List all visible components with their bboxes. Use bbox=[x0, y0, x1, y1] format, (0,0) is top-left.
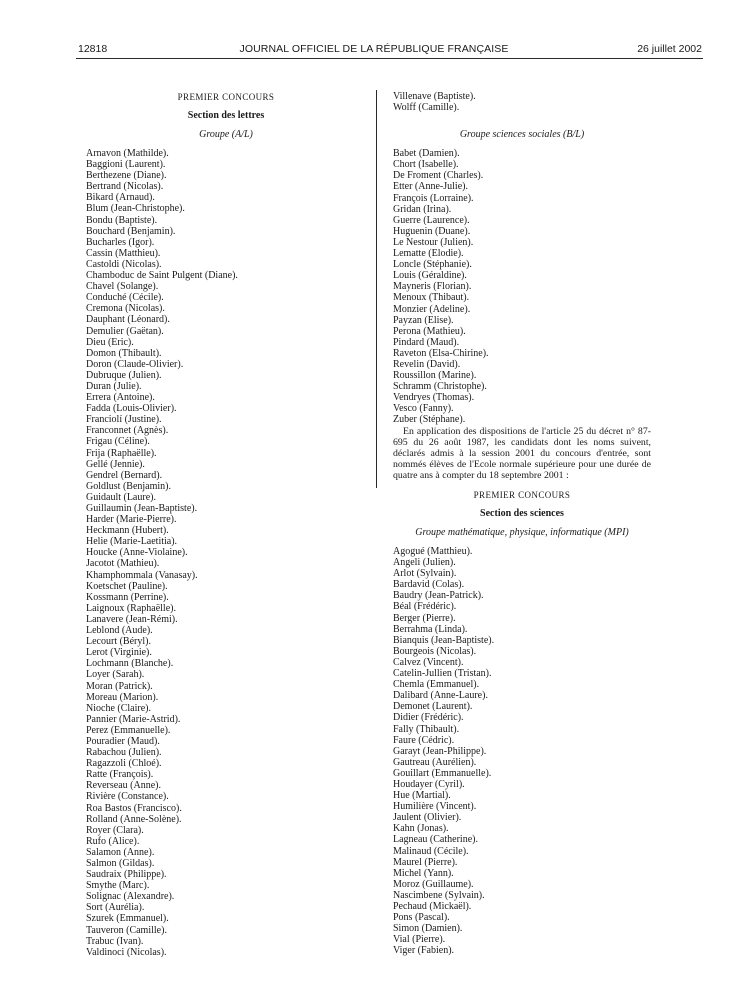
list-item: Bourgeois (Nicolas). bbox=[393, 645, 477, 657]
list-item: Cassin (Matthieu). bbox=[86, 247, 161, 259]
list-item: Dieu (Eric). bbox=[86, 336, 134, 348]
list-item: Garayt (Jean-Philippe). bbox=[393, 745, 487, 757]
header-rule bbox=[76, 58, 703, 59]
list-item: Demonet (Laurent). bbox=[393, 701, 473, 713]
list-item: Tauveron (Camille). bbox=[86, 924, 167, 936]
list-item: Vesco (Fanny). bbox=[393, 403, 454, 415]
list-item: Heckmann (Hubert). bbox=[86, 525, 169, 537]
list-item: Chort (Isabelle). bbox=[393, 159, 459, 171]
list-item: Didier (Frédéric). bbox=[393, 712, 464, 724]
page-number: 12818 bbox=[78, 43, 108, 55]
list-item: Humilière (Vincent). bbox=[393, 801, 477, 813]
list-item: Payzan (Elise). bbox=[393, 314, 454, 326]
list-item: Houdayer (Cyril). bbox=[393, 778, 465, 790]
list-item: Loncle (Stéphanie). bbox=[393, 259, 472, 271]
list-item: Pouradier (Maud). bbox=[86, 735, 160, 747]
list-item: Lerot (Virginie). bbox=[86, 647, 152, 659]
list-item: Pechaud (Mickaël). bbox=[393, 901, 472, 912]
name-list-bl bbox=[393, 148, 651, 425]
section-heading: Section des sciences bbox=[480, 508, 564, 519]
list-item: Pannier (Marie-Astrid). bbox=[86, 713, 181, 725]
list-item: Chamboduc de Saint Pulgent (Diane). bbox=[86, 270, 238, 282]
group-heading: Groupe (A/L) bbox=[199, 129, 253, 140]
list-item: Loyer (Sarah). bbox=[86, 669, 145, 681]
list-item: Agogué (Matthieu). bbox=[393, 546, 473, 557]
list-item: Babet (Damien). bbox=[393, 148, 460, 160]
list-item: Fally (Thibault). bbox=[393, 723, 460, 735]
list-item: Lagneau (Catherine). bbox=[393, 834, 478, 846]
list-item: Salamon (Anne). bbox=[86, 846, 155, 858]
list-item: Menoux (Thibaut). bbox=[393, 292, 470, 304]
list-item: Gautreau (Aurélien). bbox=[393, 756, 477, 768]
list-item: Le Nestour (Julien). bbox=[393, 236, 474, 248]
list-item: Errera (Antoine). bbox=[86, 392, 155, 404]
list-item: Chavel (Solange). bbox=[86, 281, 159, 293]
list-item: Gouillart (Emmanuelle). bbox=[393, 767, 492, 779]
list-item: Guillaumin (Jean-Baptiste). bbox=[86, 503, 198, 514]
list-item: Michel (Yann). bbox=[393, 867, 454, 879]
list-item: Reverseau (Anne). bbox=[86, 780, 161, 792]
list-item: Nascimbene (Sylvain). bbox=[393, 889, 485, 901]
right-column bbox=[393, 91, 651, 956]
list-item: De Froment (Charles). bbox=[393, 170, 484, 182]
list-item: Arnavon (Mathilde). bbox=[86, 148, 169, 159]
list-item: Fadda (Louis-Olivier). bbox=[86, 403, 177, 415]
list-item: Guerre (Laurence). bbox=[393, 214, 470, 226]
list-item: Bouchard (Benjamin). bbox=[86, 225, 176, 237]
list-item: Lanavere (Jean-Rémi). bbox=[86, 613, 178, 625]
publication-date: 26 juillet 2002 bbox=[637, 43, 702, 55]
list-item: Helie (Marie-Laetitia). bbox=[86, 536, 178, 548]
list-item: Lochmann (Blanche). bbox=[86, 658, 174, 670]
list-item: Roussillon (Marine). bbox=[393, 370, 477, 382]
list-item: Franconnet (Agnès). bbox=[86, 425, 169, 437]
list-item: Baudry (Jean-Patrick). bbox=[393, 590, 484, 602]
list-item: Raveton (Elsa-Chirine). bbox=[393, 347, 489, 359]
list-item: Gridan (Irina). bbox=[393, 203, 452, 215]
list-item: Solignac (Alexandre). bbox=[86, 891, 175, 903]
list-item: Moran (Patrick). bbox=[86, 680, 153, 692]
list-item: Koetschet (Pauline). bbox=[86, 580, 168, 592]
list-item: Frigau (Céline). bbox=[86, 436, 150, 448]
list-item: Kahn (Jonas). bbox=[393, 823, 449, 835]
name-list-al-continued bbox=[393, 91, 651, 113]
list-item: Revelin (David). bbox=[393, 358, 461, 370]
list-item: Leblond (Aude). bbox=[86, 625, 153, 637]
list-item: Goldlust (Benjamin). bbox=[86, 480, 171, 492]
list-item: Dauphant (Léonard). bbox=[86, 314, 170, 326]
list-item: Khamphommala (Vanasay). bbox=[86, 569, 198, 581]
list-item: Nioche (Claire). bbox=[86, 702, 151, 714]
list-item: Rolland (Anne-Solène). bbox=[86, 813, 182, 825]
list-item: Laignoux (Raphaëlle). bbox=[86, 602, 176, 614]
concours-heading: PREMIER CONCOURS bbox=[473, 490, 571, 500]
list-item: Vial (Pierre). bbox=[393, 934, 446, 946]
list-item: Pons (Pascal). bbox=[393, 912, 450, 924]
group-heading: Groupe sciences sociales (B/L) bbox=[459, 129, 585, 141]
list-item: Franciolí (Justine). bbox=[86, 414, 162, 426]
list-item: Etter (Anne-Julie). bbox=[393, 181, 468, 193]
list-item: Huguenin (Duane). bbox=[393, 225, 471, 237]
list-item: Frija (Raphaëlle). bbox=[86, 447, 157, 459]
list-item: Guidault (Laure). bbox=[86, 491, 156, 503]
list-item: Jacotot (Mathieu). bbox=[86, 558, 160, 570]
list-item: Doron (Claude-Olivier). bbox=[86, 358, 184, 370]
list-item: Duran (Julie). bbox=[86, 380, 142, 392]
list-item: Catelin-Jullien (Tristan). bbox=[393, 668, 492, 680]
column-divider bbox=[376, 90, 377, 488]
list-item: Royer (Clara). bbox=[86, 824, 144, 836]
list-item: Pindard (Maud). bbox=[393, 336, 460, 348]
concours-heading: PREMIER CONCOURS bbox=[177, 92, 275, 102]
name-list-mpi bbox=[393, 546, 651, 956]
list-item: Bondu (Baptiste). bbox=[86, 214, 158, 226]
list-item: Vendryes (Thomas). bbox=[393, 392, 475, 404]
list-item: Salmon (Gildas). bbox=[86, 858, 155, 869]
list-item: Harder (Marie-Pierre). bbox=[86, 514, 177, 526]
list-item: Wolff (Camille). bbox=[393, 102, 460, 114]
list-item: Béal (Frédéric). bbox=[393, 601, 457, 613]
list-item: Hue (Martial). bbox=[393, 790, 451, 802]
list-item: Angeli (Julien). bbox=[393, 557, 456, 569]
list-item: Malinaud (Cécile). bbox=[393, 845, 469, 857]
list-item: Arlot (Sylvain). bbox=[393, 568, 457, 580]
list-item: Viger (Fabien). bbox=[393, 945, 455, 957]
list-item: Bianquis (Jean-Baptiste). bbox=[393, 634, 495, 646]
list-item: Moreau (Marion). bbox=[86, 691, 159, 703]
list-item: Dubruque (Julien). bbox=[86, 369, 162, 381]
list-item: Rivière (Constance). bbox=[86, 791, 169, 803]
list-item: Jaulent (Olivier). bbox=[393, 812, 462, 824]
decree-paragraph: En application des dispositions de l'article 25 du décret n° 87-695 du 26 août 1987, les candidats dont les noms suivent, déclarés admis à la session 2001 du concours d'entrée, sont nommés élèves de l'Ecole normale supérieure pour une durée de quatre ans à compter du 18 septembre 2001 : bbox=[393, 425, 651, 481]
list-item: Dalibard (Anne-Laure). bbox=[393, 690, 488, 702]
list-item: Valdinoci (Nicolas). bbox=[86, 946, 167, 958]
list-item: Perez (Emmanuelle). bbox=[86, 724, 171, 736]
list-item: Rufo (Alice). bbox=[86, 835, 140, 847]
list-item: Berthezene (Diane). bbox=[86, 170, 167, 182]
list-item: Blum (Jean-Christophe). bbox=[86, 203, 185, 215]
journal-title: JOURNAL OFFICIEL DE LA RÉPUBLIQUE FRANÇAISE bbox=[239, 43, 509, 55]
list-item: Chemla (Emmanuel). bbox=[393, 679, 480, 691]
list-item: Calvez (Vincent). bbox=[393, 656, 464, 668]
list-item: Szurek (Emmanuel). bbox=[86, 913, 169, 925]
list-item: Cremona (Nicolas). bbox=[86, 303, 165, 315]
list-item: Perona (Mathieu). bbox=[393, 325, 466, 337]
list-item: Gellé (Jennie). bbox=[86, 458, 145, 470]
list-item: Sort (Aurélia). bbox=[86, 902, 145, 914]
left-column bbox=[86, 91, 366, 958]
section-heading: Section des lettres bbox=[187, 110, 265, 121]
name-list-al bbox=[86, 148, 366, 958]
list-item: Faure (Cédric). bbox=[393, 734, 455, 746]
group-heading: Groupe mathématique, physique, informatique (MPI) bbox=[415, 527, 629, 538]
list-item: Schramm (Christophe). bbox=[393, 381, 487, 393]
list-item: Maurel (Pierre). bbox=[393, 856, 458, 868]
list-item: Ragazzoli (Chloé). bbox=[86, 758, 162, 770]
list-item: Castoldi (Nicolas). bbox=[86, 258, 162, 270]
page-header bbox=[0, 43, 748, 59]
list-item: Bikard (Arnaud). bbox=[86, 192, 155, 204]
list-item: Lecourt (Béryl). bbox=[86, 636, 151, 648]
list-item: Rabachou (Julien). bbox=[86, 747, 162, 759]
list-item: Mayneris (Florian). bbox=[393, 281, 472, 293]
list-item: Moroz (Guillaume). bbox=[393, 878, 474, 890]
list-item: Berger (Pierre). bbox=[393, 612, 456, 624]
list-item: François (Lorraine). bbox=[393, 192, 474, 204]
list-item: Smythe (Marc). bbox=[86, 880, 150, 892]
list-item: Saudraix (Philippe). bbox=[86, 869, 167, 881]
list-item: Ratte (François). bbox=[86, 769, 154, 781]
list-item: Trabuc (Ivan). bbox=[86, 935, 144, 947]
list-item: Conduché (Cécile). bbox=[86, 292, 164, 304]
list-item: Gendrel (Bernard). bbox=[86, 469, 163, 481]
list-item: Simon (Damien). bbox=[393, 923, 463, 935]
list-item: Bardavid (Colas). bbox=[393, 579, 465, 591]
list-item: Kossmann (Perrine). bbox=[86, 591, 169, 603]
list-item: Villenave (Baptiste). bbox=[393, 91, 476, 102]
list-item: Berrahma (Linda). bbox=[393, 623, 468, 635]
list-item: Bucharles (Igor). bbox=[86, 236, 155, 248]
list-item: Domon (Thibault). bbox=[86, 347, 162, 359]
list-item: Demulier (Gaëtan). bbox=[86, 325, 164, 337]
list-item: Baggioni (Laurent). bbox=[86, 159, 166, 171]
list-item: Houcke (Anne-Violaine). bbox=[86, 547, 188, 559]
list-item: Roa Bastos (Francisco). bbox=[86, 802, 182, 814]
list-item: Lematte (Elodie). bbox=[393, 248, 464, 260]
list-item: Louis (Géraldine). bbox=[393, 270, 467, 282]
list-item: Monzier (Adeline). bbox=[393, 303, 471, 315]
list-item: Zuber (Stéphane). bbox=[393, 414, 466, 426]
list-item: Bertrand (Nicolas). bbox=[86, 181, 164, 193]
